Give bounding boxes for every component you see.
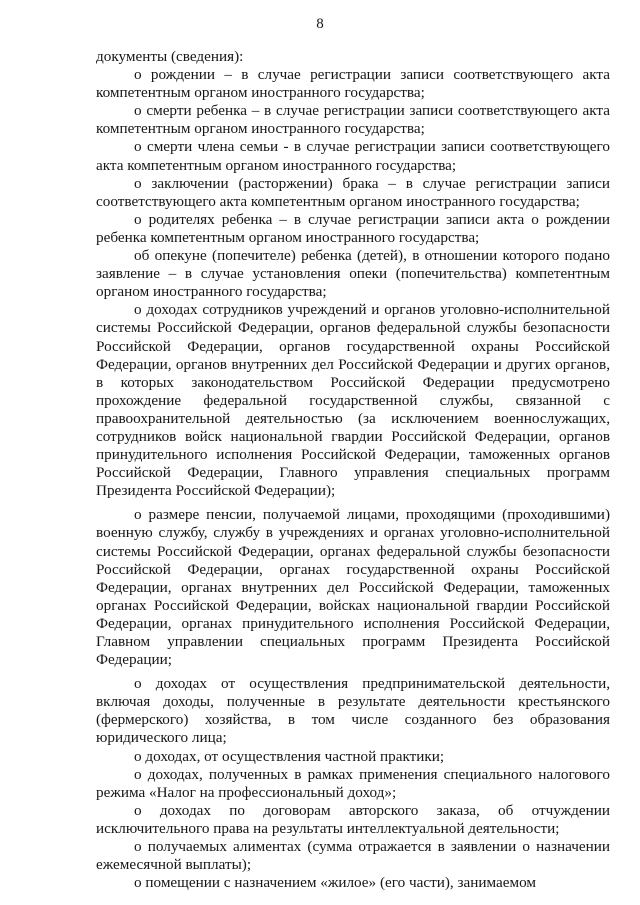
list-item-child-death: о смерти ребенка – в случае регистрации записи соответствующего акта компетентным органом иностранного государства; [96, 102, 610, 138]
list-item-alimony: о получаемых алиментах (сумма отражается в заявлении о назначении ежемесячной выплаты); [96, 838, 610, 874]
intro-line: документы (сведения): [96, 48, 244, 65]
list-item-family-member-death: о смерти члена семьи - в случае регистрации записи соответствующего акта компетентным органом иностранного государства; [96, 138, 610, 174]
list-item-pension: о размере пенсии, получаемой лицами, проходящими (проходившими) военную службу, службу в учреждениях и органах уголовно-исполнительной системы Российской Федерации, органах федеральной службы безопасности Российской Федерации, органах государственной охраны Российской Федерации, органах внутренних дел Российской Федерации, таможенных органах Российской Федерации, войсках национальной гвардии Российской Федерации, органах принудительного исполнения Российской Федерации, Главном управлении специальных программ Президента Российской Федерации; [96, 506, 610, 669]
list-item-marriage: о заключении (расторжении) брака – в случае регистрации записи соответствующего акта компетентным органом иностранного государства; [96, 174, 610, 210]
list-item-private-practice: о доходах, от осуществления частной практики; [134, 747, 445, 765]
list-item-parents: о родителях ребенка – в случае регистрации записи акта о рождении ребенка компетентным органом иностранного государства; [96, 210, 610, 246]
list-item-professional-income-tax: о доходах, полученных в рамках применения специального налогового режима «Налог на профессиональный доход»; [96, 765, 610, 801]
list-item-residential-premises: о помещении с назначением «жилое» (его части), занимаемом [134, 874, 537, 892]
document-body [96, 48, 610, 892]
page-number: 8 [316, 16, 324, 32]
list-item-author-contracts: о доходах по договорам авторского заказа, об отчуждении исключительного права на результаты интеллектуальной деятельности; [96, 801, 610, 837]
list-item-guardian: об опекуне (попечителе) ребенка (детей), в отношении которого подано заявление – в случае установления опеки (попечительства) компетентным органом иностранного государства; [96, 247, 610, 301]
list-item-employee-income: о доходах сотрудников учреждений и органов уголовно-исполнительной системы Российской Федерации, органов федеральной службы безопасности Российской Федерации, органов государственной охраны Российской Федерации, органов внутренних дел Российской Федерации и других органов, в которых законодательством Российской Федерации предусмотрено прохождение федеральной государственной службы, связанной с правоохранительной деятельностью (за исключением военнослужащих, сотрудников войск национальной гвардии Российской Федерации, органов принудительного исполнения Российской Федерации, таможенных органов Российской Федерации, Главного управления специальных программ Президента Российской Федерации); [96, 301, 610, 500]
list-item-business-income: о доходах от осуществления предпринимательской деятельности, включая доходы, полученные в результате деятельности крестьянского (фермерского) хозяйства, в том числе созданного без образования юридического лица; [96, 675, 610, 747]
list-item-birth: о рождении – в случае регистрации записи соответствующего акта компетентным органом иностранного государства; [96, 66, 610, 102]
